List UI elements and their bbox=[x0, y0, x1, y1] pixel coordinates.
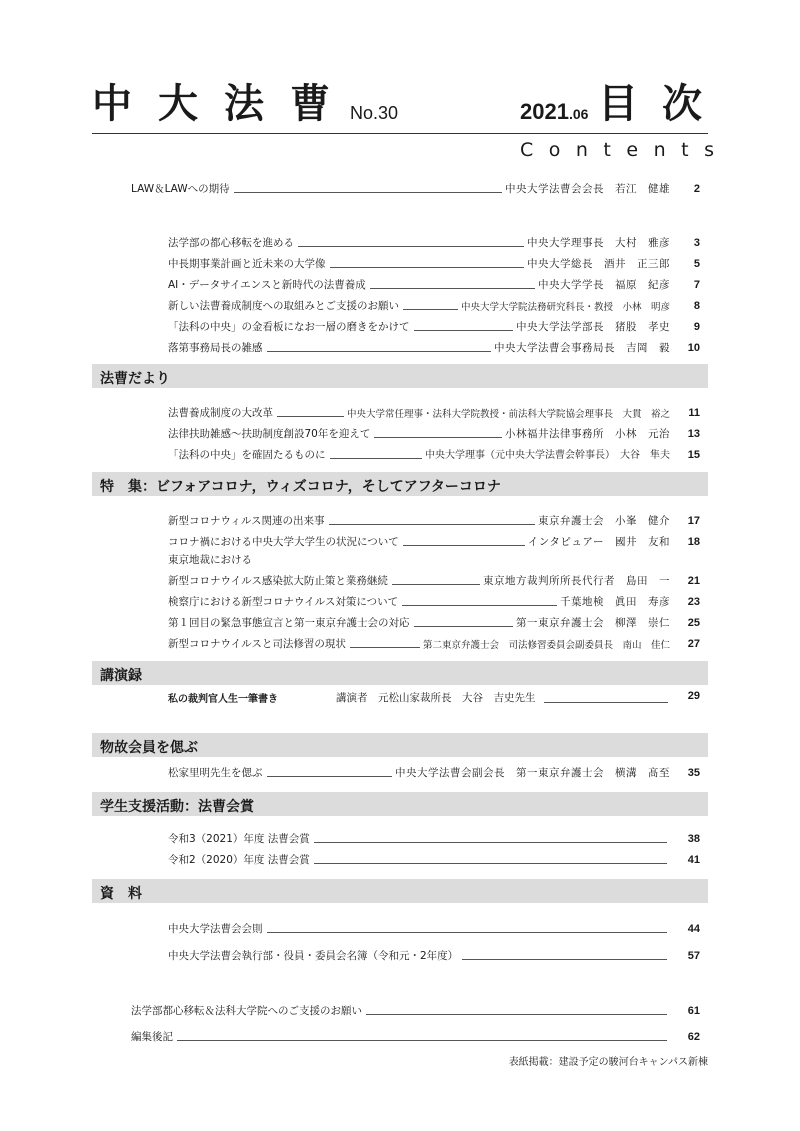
entry-author: インタピュアー 國井 友和 bbox=[527, 536, 670, 549]
section-heading: 物故会員を偲ぶ bbox=[100, 740, 198, 756]
entry-title: 新しい法曹養成制度への取組みとご支援のお願い bbox=[168, 300, 399, 313]
entry-page: 23 bbox=[687, 595, 700, 608]
entry-title: 「法科の中央」の金看板になお一層の磨きをかけて bbox=[168, 321, 410, 334]
entry-title: 令和3（2021）年度 法曹会賞 bbox=[168, 833, 310, 846]
leader-line bbox=[366, 1014, 667, 1015]
entry-author: 第一東京弁護士会 柳澤 崇仁 bbox=[516, 617, 670, 630]
entry-page: 35 bbox=[687, 766, 700, 779]
entry-author: 中央大学法学部長 猪股 孝史 bbox=[516, 321, 670, 334]
toc-entry[interactable] bbox=[168, 591, 700, 609]
entry-page: 61 bbox=[687, 1004, 700, 1017]
leader-line bbox=[267, 351, 492, 352]
toc-entry[interactable] bbox=[168, 444, 700, 462]
entry-author: 小林福井法律事務所 小林 元治 bbox=[505, 428, 670, 441]
toc-entry[interactable] bbox=[168, 633, 700, 651]
toc-entry[interactable] bbox=[168, 253, 700, 271]
entry-title: 検察庁における新型コロナウイルス対策について bbox=[168, 596, 399, 609]
toc-entry[interactable] bbox=[168, 612, 700, 630]
issue-month: .06 bbox=[568, 106, 589, 122]
entry-title: 新型コロナウィルス関連の出来事 bbox=[168, 515, 325, 528]
entry-page: 25 bbox=[687, 616, 700, 629]
entry-subheading: 東京地裁における bbox=[168, 554, 252, 566]
entry-title: 新型コロナウイルス感染拡大防止策と業務継続 bbox=[168, 575, 388, 588]
entry-author: 中央大学理事長 大村 雅彦 bbox=[527, 237, 670, 250]
entry-page: 41 bbox=[687, 853, 700, 866]
section-heading: 学生支援活動：法曹会賞 bbox=[100, 799, 254, 815]
issue-year: 2021 bbox=[520, 99, 569, 124]
section-band bbox=[92, 879, 708, 903]
lecture-entry[interactable] bbox=[168, 690, 700, 708]
journal-title: 中大法曹 bbox=[92, 81, 356, 127]
leader-line bbox=[414, 330, 514, 331]
entry-author: 第二東京弁護士会 司法修習委員会副委員長 南山 佳仁 bbox=[422, 639, 670, 651]
entry-author: 東京弁護士会 小峯 健介 bbox=[538, 515, 670, 528]
section-band bbox=[92, 733, 708, 757]
entry-author: 中央大学法曹会副会長 第一東京弁護士会 横溝 髙至 bbox=[395, 767, 670, 780]
leader-line bbox=[330, 267, 525, 268]
entry-title: 法学部の都心移転を進める bbox=[168, 237, 294, 250]
entry-author: 中央大学法曹会事務局長 吉岡 毅 bbox=[494, 342, 670, 355]
leader-line bbox=[392, 584, 480, 585]
leader-line bbox=[267, 932, 668, 933]
leader-line bbox=[298, 246, 524, 247]
entry-page: 3 bbox=[693, 236, 700, 249]
entry-author: 中央大学学長 福原 紀彦 bbox=[538, 279, 670, 292]
toc-entry[interactable] bbox=[168, 337, 700, 355]
leader-line bbox=[277, 416, 344, 417]
header-rule bbox=[92, 133, 708, 134]
toc-entry[interactable] bbox=[168, 295, 700, 313]
contents-word: Contents bbox=[520, 139, 730, 161]
entry-title: 中央大学法曹会執行部・役員・委員会名簿（令和元・2年度） bbox=[168, 950, 459, 963]
leader-line bbox=[267, 776, 393, 777]
leader-line bbox=[350, 647, 420, 648]
section-band bbox=[92, 792, 708, 816]
entry-title: 新型コロナウイルスと司法修習の現状 bbox=[168, 638, 346, 651]
section-band bbox=[92, 364, 708, 388]
entry-title: 編集後記 bbox=[131, 1031, 173, 1044]
section-band bbox=[92, 661, 708, 685]
issue-number: No.30 bbox=[350, 103, 399, 123]
leader-line bbox=[314, 842, 667, 843]
leader-line bbox=[329, 524, 535, 525]
entry-page: 8 bbox=[693, 299, 700, 312]
entry-title: LAW＆LAWへの期待 bbox=[131, 183, 230, 196]
toc-heading: 目次 bbox=[598, 81, 726, 127]
leader-line bbox=[414, 626, 514, 627]
section-band bbox=[92, 472, 708, 496]
entry-title: 私の裁判官人生一筆書き bbox=[168, 694, 278, 705]
toc-entry[interactable] bbox=[168, 510, 700, 528]
entry-page: 13 bbox=[687, 427, 700, 440]
entry-title: 「法科の中央」を確固たるものに bbox=[168, 449, 326, 462]
section-heading: 講演録 bbox=[100, 668, 142, 684]
leader-line bbox=[177, 1040, 667, 1041]
toc-entry[interactable] bbox=[168, 849, 700, 867]
section-heading: 法曹だより bbox=[100, 371, 170, 387]
entry-title: 令和2（2020）年度 法曹会賞 bbox=[168, 854, 310, 867]
entry-page: 38 bbox=[687, 832, 700, 845]
entry-page: 10 bbox=[687, 341, 700, 354]
entry-page: 5 bbox=[693, 257, 700, 270]
entry-title: 法曹養成制度の大改革 bbox=[168, 407, 273, 420]
entry-page: 44 bbox=[687, 922, 700, 935]
entry-author: 中央大学大学院法務研究科長・教授 小林 明彦 bbox=[460, 301, 670, 313]
entry-author: 千葉地検 眞田 寿彦 bbox=[560, 596, 670, 609]
entry-page: 29 bbox=[687, 690, 700, 702]
section-heading: 特 集：ビフォアコロナ，ウィズコロナ，そしてアフターコロナ bbox=[100, 479, 501, 495]
toc-entry[interactable] bbox=[168, 274, 700, 292]
entry-page: 2 bbox=[693, 182, 700, 195]
leader-line bbox=[370, 288, 535, 289]
entry-title: 第１回目の緊急事態宣言と第一東京弁護士会の対応 bbox=[168, 617, 410, 630]
entry-page: 17 bbox=[687, 514, 700, 527]
toc-entry[interactable] bbox=[168, 762, 700, 780]
entry-page: 27 bbox=[687, 637, 700, 650]
leader-line bbox=[234, 192, 502, 193]
entry-page: 62 bbox=[687, 1030, 700, 1043]
toc-entry[interactable] bbox=[168, 918, 700, 936]
leader-line bbox=[403, 545, 525, 546]
section-heading: 資 料 bbox=[100, 886, 142, 902]
toc-entry[interactable] bbox=[168, 232, 700, 250]
entry-title: コロナ禍における中央大学大学生の状況について bbox=[168, 536, 399, 549]
toc-entry[interactable] bbox=[168, 402, 700, 420]
toc-entry[interactable] bbox=[168, 945, 700, 963]
entry-page: 9 bbox=[693, 320, 700, 333]
entry-title: 中央大学法曹会会則 bbox=[168, 923, 263, 936]
entry-author: 中央大学常任理事・法科大学院教授・前法科大学院協会理事長 大貫 裕之 bbox=[346, 408, 670, 420]
entry-title: AI・データサイエンスと新時代の法曹養成 bbox=[168, 279, 366, 292]
entry-page: 11 bbox=[688, 406, 700, 419]
leader-line bbox=[402, 605, 557, 606]
leader-line bbox=[374, 437, 502, 438]
issue-date bbox=[520, 101, 588, 123]
toc-entry[interactable] bbox=[168, 828, 700, 846]
entry-page: 18 bbox=[687, 535, 700, 548]
entry-title: 中長期事業計画と近未来の大学像 bbox=[168, 258, 326, 271]
leader-line bbox=[330, 458, 423, 459]
toc-entry[interactable] bbox=[168, 423, 700, 441]
leader-line bbox=[403, 309, 458, 310]
toc-entry[interactable] bbox=[131, 178, 700, 196]
cover-caption: 表紙掲載：建設予定の駿河台キャンパス新棟 bbox=[508, 1057, 708, 1068]
leader-line bbox=[462, 959, 667, 960]
leader-line bbox=[314, 863, 667, 864]
toc-entry[interactable] bbox=[131, 1026, 700, 1044]
toc-entry[interactable] bbox=[131, 1000, 700, 1018]
leader-line bbox=[544, 702, 668, 703]
toc-entry[interactable] bbox=[168, 570, 700, 588]
entry-title: 法学部都心移転＆法科大学院へのご支援のお願い bbox=[131, 1005, 362, 1018]
entry-title: 落第事務局長の雑感 bbox=[168, 342, 263, 355]
entry-title: 法律扶助雑感～扶助制度創設70年を迎えて bbox=[168, 428, 371, 441]
entry-page: 57 bbox=[687, 949, 700, 962]
entry-title: 松家里明先生を偲ぶ bbox=[168, 767, 263, 780]
entry-author: 中央大学法曹会会長 若江 健雄 bbox=[505, 183, 670, 196]
entry-author: 中央大学総長 酒井 正三郎 bbox=[527, 258, 670, 271]
entry-author: 東京地方裁判所所長代行者 島田 一 bbox=[483, 575, 670, 588]
toc-entry[interactable] bbox=[168, 316, 700, 334]
toc-entry[interactable] bbox=[168, 531, 700, 549]
entry-author: 講演者 元松山家裁所長 大谷 吉史先生 bbox=[336, 692, 536, 704]
entry-page: 15 bbox=[687, 448, 700, 461]
entry-page: 21 bbox=[687, 574, 700, 587]
entry-author: 中央大学理事（元中央大学法曹会幹事長） 大谷 隼夫 bbox=[425, 450, 670, 461]
entry-page: 7 bbox=[693, 278, 700, 291]
